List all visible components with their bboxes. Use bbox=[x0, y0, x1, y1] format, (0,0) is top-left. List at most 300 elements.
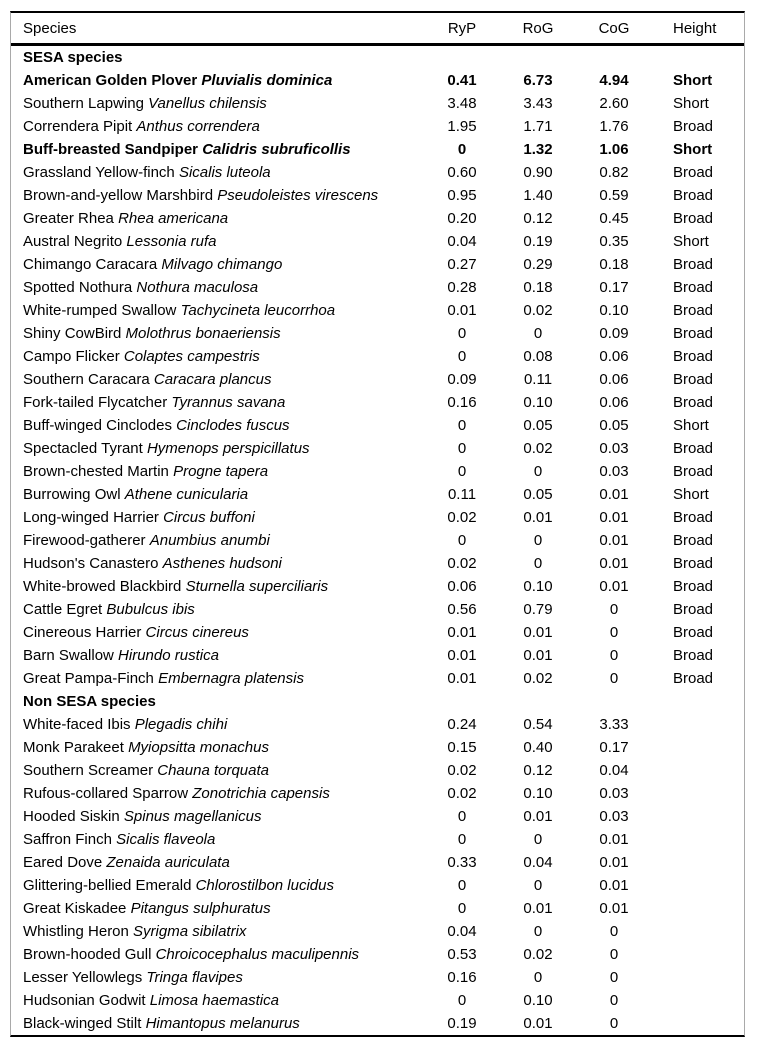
table-row bbox=[11, 874, 744, 897]
cog-cell: 0.17 bbox=[599, 279, 629, 296]
scientific-name: Cinclodes fuscus bbox=[176, 417, 290, 434]
species-cell bbox=[11, 969, 424, 986]
common-name: Black-winged Stilt bbox=[23, 1015, 142, 1032]
ryp-cell: 0.01 bbox=[447, 670, 477, 687]
common-name: American Golden Plover bbox=[23, 72, 198, 89]
scientific-name: Plegadis chihi bbox=[134, 716, 228, 733]
cog-cell: 0 bbox=[609, 969, 619, 986]
cog-cell: 0.01 bbox=[599, 555, 629, 572]
cog-cell: 0.82 bbox=[599, 164, 629, 181]
table-row bbox=[11, 621, 744, 644]
common-name: Hooded Siskin bbox=[23, 808, 120, 825]
rog-cell: 0 bbox=[533, 532, 543, 549]
rog-cell: 6.73 bbox=[523, 72, 553, 89]
height-cell: Broad bbox=[673, 463, 714, 480]
rog-cell: 1.71 bbox=[523, 118, 553, 135]
rog-cell: 0.02 bbox=[523, 946, 553, 963]
common-name: Monk Parakeet bbox=[23, 739, 124, 756]
table-row bbox=[11, 966, 744, 989]
common-name: Chimango Caracara bbox=[23, 256, 158, 273]
height-cell: Short bbox=[673, 417, 709, 434]
cog-cell: 0.01 bbox=[599, 831, 629, 848]
common-name: Barn Swallow bbox=[23, 647, 114, 664]
common-name: Correndera Pipit bbox=[23, 118, 133, 135]
cog-cell: 0.05 bbox=[599, 417, 629, 434]
common-name: Whistling Heron bbox=[23, 923, 129, 940]
common-name: White-browed Blackbird bbox=[23, 578, 182, 595]
scientific-name: Progne tapera bbox=[173, 463, 269, 480]
rog-cell: 0.10 bbox=[523, 578, 553, 595]
cog-cell: 0 bbox=[609, 923, 619, 940]
height-cell: Broad bbox=[673, 624, 714, 641]
scientific-name: Sicalis luteola bbox=[178, 164, 271, 181]
cog-cell: 1.76 bbox=[599, 118, 629, 135]
rog-cell: 0.10 bbox=[523, 992, 553, 1009]
rog-cell: 3.43 bbox=[523, 95, 553, 112]
cog-cell: 0.01 bbox=[599, 509, 629, 526]
species-cell bbox=[11, 1015, 424, 1032]
table-row bbox=[11, 437, 744, 460]
rog-cell: 0.05 bbox=[523, 417, 553, 434]
cog-cell: 0 bbox=[609, 670, 619, 687]
common-name: Fork-tailed Flycatcher bbox=[23, 394, 168, 411]
scientific-name: Sturnella superciliaris bbox=[185, 578, 329, 595]
species-cell bbox=[11, 785, 424, 802]
cog-cell: 0.10 bbox=[599, 302, 629, 319]
scientific-name: Chroicocephalus maculipennis bbox=[155, 946, 360, 963]
table-row bbox=[11, 759, 744, 782]
scientific-name: Zenaida auriculata bbox=[106, 854, 230, 871]
scientific-name: Zonotrichia capensis bbox=[192, 785, 330, 802]
scientific-name: Pseudoleistes virescens bbox=[217, 187, 379, 204]
ryp-cell: 0 bbox=[457, 900, 467, 917]
ryp-cell: 0.02 bbox=[447, 555, 477, 572]
table-row bbox=[11, 989, 744, 1012]
scientific-name: Anthus correndera bbox=[136, 118, 260, 135]
table-body bbox=[11, 46, 744, 1035]
common-name: Campo Flicker bbox=[23, 348, 120, 365]
species-cell bbox=[11, 141, 424, 158]
column-header-cog: CoG bbox=[598, 19, 630, 37]
table-row bbox=[11, 943, 744, 966]
common-name: White-faced Ibis bbox=[23, 716, 131, 733]
table-row bbox=[11, 414, 744, 437]
species-cell bbox=[11, 532, 424, 549]
table-row bbox=[11, 828, 744, 851]
ryp-cell: 0.09 bbox=[447, 371, 477, 388]
common-name: Cinereous Harrier bbox=[23, 624, 142, 641]
ryp-cell: 0.04 bbox=[447, 923, 477, 940]
section-header: Non SESA species bbox=[23, 693, 156, 710]
species-table bbox=[10, 11, 745, 1037]
rog-cell: 1.40 bbox=[523, 187, 553, 204]
ryp-cell: 3.48 bbox=[447, 95, 477, 112]
column-header-rog: RoG bbox=[522, 19, 554, 37]
table-row bbox=[11, 322, 744, 345]
cog-cell: 0 bbox=[609, 992, 619, 1009]
common-name: Spectacled Tyrant bbox=[23, 440, 143, 457]
ryp-cell: 0.27 bbox=[447, 256, 477, 273]
scientific-name: Circus cinereus bbox=[145, 624, 249, 641]
table-row bbox=[11, 736, 744, 759]
rog-cell: 0.01 bbox=[523, 647, 553, 664]
ryp-cell: 0 bbox=[457, 877, 467, 894]
cog-cell: 0 bbox=[609, 1015, 619, 1032]
cog-cell: 0.01 bbox=[599, 532, 629, 549]
species-cell bbox=[11, 555, 424, 572]
scientific-name: Syrigma sibilatrix bbox=[133, 923, 247, 940]
rog-cell: 0 bbox=[533, 555, 543, 572]
rog-cell: 0.40 bbox=[523, 739, 553, 756]
rog-cell: 0.05 bbox=[523, 486, 553, 503]
species-cell bbox=[11, 946, 424, 963]
cog-cell: 0.18 bbox=[599, 256, 629, 273]
ryp-cell: 0.24 bbox=[447, 716, 477, 733]
rog-cell: 0.01 bbox=[523, 808, 553, 825]
table-row bbox=[11, 575, 744, 598]
ryp-cell: 0.02 bbox=[447, 509, 477, 526]
table-row bbox=[11, 368, 744, 391]
table-row bbox=[11, 92, 744, 115]
rog-cell: 0.11 bbox=[523, 371, 553, 388]
ryp-cell: 0.06 bbox=[447, 578, 477, 595]
height-cell: Broad bbox=[673, 210, 714, 227]
common-name: Cattle Egret bbox=[23, 601, 103, 618]
species-cell bbox=[11, 394, 424, 411]
height-cell: Broad bbox=[673, 532, 714, 549]
ryp-cell: 0 bbox=[457, 325, 467, 342]
cog-cell: 0.59 bbox=[599, 187, 629, 204]
ryp-cell: 0.01 bbox=[447, 624, 477, 641]
table-row bbox=[11, 230, 744, 253]
scientific-name: Calidris subruficollis bbox=[202, 141, 351, 158]
cog-cell: 0.06 bbox=[599, 348, 629, 365]
species-cell bbox=[11, 371, 424, 388]
ryp-cell: 0 bbox=[457, 440, 467, 457]
cog-cell: 0.01 bbox=[599, 900, 629, 917]
species-cell bbox=[11, 440, 424, 457]
cog-cell: 0.03 bbox=[599, 463, 629, 480]
height-cell: Broad bbox=[673, 118, 714, 135]
common-name: Buff-breasted Sandpiper bbox=[23, 141, 199, 158]
scientific-name: Tyrannus savana bbox=[171, 394, 286, 411]
table-row bbox=[11, 483, 744, 506]
cog-cell: 0.01 bbox=[599, 578, 629, 595]
common-name: Lesser Yellowlegs bbox=[23, 969, 143, 986]
table-row bbox=[11, 345, 744, 368]
ryp-cell: 0.15 bbox=[447, 739, 477, 756]
height-cell: Short bbox=[673, 95, 709, 112]
table-row bbox=[11, 69, 744, 92]
height-cell: Broad bbox=[673, 670, 714, 687]
ryp-cell: 0.02 bbox=[447, 785, 477, 802]
ryp-cell: 0 bbox=[457, 463, 467, 480]
ryp-cell: 0.01 bbox=[447, 647, 477, 664]
scientific-name: Spinus magellanicus bbox=[123, 808, 262, 825]
cog-cell: 3.33 bbox=[599, 716, 629, 733]
cog-cell: 0.45 bbox=[599, 210, 629, 227]
table-row bbox=[11, 184, 744, 207]
cog-cell: 0 bbox=[609, 601, 619, 618]
ryp-cell: 0 bbox=[457, 417, 467, 434]
ryp-cell: 0.28 bbox=[447, 279, 477, 296]
species-cell bbox=[11, 463, 424, 480]
table-row bbox=[11, 920, 744, 943]
table-row bbox=[11, 115, 744, 138]
scientific-name: Pitangus sulphuratus bbox=[130, 900, 271, 917]
ryp-cell: 0.16 bbox=[447, 394, 477, 411]
species-cell bbox=[11, 578, 424, 595]
common-name: Burrowing Owl bbox=[23, 486, 121, 503]
rog-cell: 0.54 bbox=[523, 716, 553, 733]
rog-cell: 0.10 bbox=[523, 785, 553, 802]
column-header-ryp: RyP bbox=[447, 19, 477, 37]
scientific-name: Anumbius anumbi bbox=[149, 532, 270, 549]
rog-cell: 0.29 bbox=[523, 256, 553, 273]
ryp-cell: 0.01 bbox=[447, 302, 477, 319]
rog-cell: 0.08 bbox=[523, 348, 553, 365]
scientific-name: Sicalis flaveola bbox=[116, 831, 216, 848]
common-name: Great Kiskadee bbox=[23, 900, 127, 917]
common-name: Glittering-bellied Emerald bbox=[23, 877, 192, 894]
rog-cell: 0 bbox=[533, 969, 543, 986]
species-cell bbox=[11, 509, 424, 526]
table-header-row bbox=[11, 13, 744, 46]
common-name: Greater Rhea bbox=[23, 210, 114, 227]
rog-cell: 0.19 bbox=[523, 233, 553, 250]
height-cell: Broad bbox=[673, 279, 714, 296]
scientific-name: Lessonia rufa bbox=[126, 233, 217, 250]
ryp-cell: 1.95 bbox=[447, 118, 477, 135]
species-cell bbox=[11, 808, 424, 825]
ryp-cell: 0.53 bbox=[447, 946, 477, 963]
common-name: Shiny CowBird bbox=[23, 325, 122, 342]
scientific-name: Athene cunicularia bbox=[124, 486, 249, 503]
species-cell bbox=[11, 716, 424, 733]
table-row bbox=[11, 253, 744, 276]
table-row bbox=[11, 598, 744, 621]
cog-cell: 0.06 bbox=[599, 394, 629, 411]
rog-cell: 0.79 bbox=[523, 601, 553, 618]
common-name: Southern Screamer bbox=[23, 762, 154, 779]
table-row bbox=[11, 391, 744, 414]
species-cell bbox=[11, 279, 424, 296]
ryp-cell: 0.11 bbox=[447, 486, 477, 503]
section-header: SESA species bbox=[23, 49, 123, 66]
scientific-name: Bubulcus ibis bbox=[106, 601, 195, 618]
column-header-height: Height bbox=[673, 19, 717, 37]
cog-cell: 0.03 bbox=[599, 785, 629, 802]
table-row bbox=[11, 644, 744, 667]
table-row bbox=[11, 552, 744, 575]
species-cell bbox=[11, 164, 424, 181]
species-cell bbox=[11, 256, 424, 273]
scientific-name: Circus buffoni bbox=[163, 509, 255, 526]
table-row bbox=[11, 529, 744, 552]
scientific-name: Embernagra platensis bbox=[158, 670, 304, 687]
cog-cell: 2.60 bbox=[599, 95, 629, 112]
height-cell: Broad bbox=[673, 325, 714, 342]
common-name: Rufous-collared Sparrow bbox=[23, 785, 189, 802]
species-cell bbox=[11, 210, 424, 227]
species-cell bbox=[11, 601, 424, 618]
species-cell bbox=[11, 233, 424, 250]
common-name: Austral Negrito bbox=[23, 233, 123, 250]
rog-cell: 0 bbox=[533, 325, 543, 342]
rog-cell: 0.12 bbox=[523, 762, 553, 779]
common-name: Brown-hooded Gull bbox=[23, 946, 152, 963]
scientific-name: Nothura maculosa bbox=[136, 279, 259, 296]
scientific-name: Vanellus chilensis bbox=[148, 95, 267, 112]
column-header-species: Species bbox=[23, 19, 77, 37]
rog-cell: 0.90 bbox=[523, 164, 553, 181]
cog-cell: 4.94 bbox=[599, 72, 629, 89]
ryp-cell: 0 bbox=[457, 141, 467, 158]
common-name: Southern Caracara bbox=[23, 371, 150, 388]
common-name: Firewood-gatherer bbox=[23, 532, 146, 549]
rog-cell: 0.01 bbox=[523, 900, 553, 917]
species-cell bbox=[11, 831, 424, 848]
species-cell bbox=[11, 95, 424, 112]
scientific-name: Molothrus bonaeriensis bbox=[125, 325, 281, 342]
ryp-cell: 0.04 bbox=[447, 233, 477, 250]
height-cell: Broad bbox=[673, 647, 714, 664]
common-name: Grassland Yellow-finch bbox=[23, 164, 175, 181]
height-cell: Broad bbox=[673, 578, 714, 595]
height-cell: Broad bbox=[673, 371, 714, 388]
cog-cell: 1.06 bbox=[599, 141, 629, 158]
species-cell bbox=[11, 762, 424, 779]
species-cell bbox=[11, 72, 424, 89]
species-cell bbox=[11, 187, 424, 204]
ryp-cell: 0.02 bbox=[447, 762, 477, 779]
table-row bbox=[11, 207, 744, 230]
height-cell: Short bbox=[673, 233, 709, 250]
ryp-cell: 0.95 bbox=[447, 187, 477, 204]
height-cell: Broad bbox=[673, 509, 714, 526]
table-row bbox=[11, 1012, 744, 1035]
ryp-cell: 0.16 bbox=[447, 969, 477, 986]
species-cell bbox=[11, 302, 424, 319]
rog-cell: 0 bbox=[533, 923, 543, 940]
rog-cell: 0.02 bbox=[523, 440, 553, 457]
cog-cell: 0.04 bbox=[599, 762, 629, 779]
cog-cell: 0.01 bbox=[599, 877, 629, 894]
height-cell: Short bbox=[673, 486, 709, 503]
scientific-name: Tringa flavipes bbox=[146, 969, 243, 986]
height-cell: Broad bbox=[673, 302, 714, 319]
table-row bbox=[11, 460, 744, 483]
cog-cell: 0 bbox=[609, 647, 619, 664]
rog-cell: 0 bbox=[533, 877, 543, 894]
table-row bbox=[11, 782, 744, 805]
scientific-name: Myiopsitta monachus bbox=[128, 739, 269, 756]
height-cell: Broad bbox=[673, 164, 714, 181]
common-name: Brown-and-yellow Marshbird bbox=[23, 187, 214, 204]
common-name: Hudson's Canastero bbox=[23, 555, 159, 572]
common-name: Buff-winged Cinclodes bbox=[23, 417, 172, 434]
height-cell: Broad bbox=[673, 394, 714, 411]
common-name: Long-winged Harrier bbox=[23, 509, 159, 526]
height-cell: Broad bbox=[673, 601, 714, 618]
species-cell bbox=[11, 417, 424, 434]
rog-cell: 0.02 bbox=[523, 670, 553, 687]
species-cell bbox=[11, 118, 424, 135]
scientific-name: Chlorostilbon lucidus bbox=[195, 877, 334, 894]
common-name: Southern Lapwing bbox=[23, 95, 144, 112]
table-row bbox=[11, 805, 744, 828]
table-row bbox=[11, 897, 744, 920]
ryp-cell: 0 bbox=[457, 831, 467, 848]
rog-cell: 0.01 bbox=[523, 509, 553, 526]
rog-cell: 0.18 bbox=[523, 279, 553, 296]
table-row bbox=[11, 299, 744, 322]
table-row bbox=[11, 667, 744, 690]
rog-cell: 0.10 bbox=[523, 394, 553, 411]
species-cell bbox=[11, 624, 424, 641]
ryp-cell: 0.56 bbox=[447, 601, 477, 618]
common-name: Eared Dove bbox=[23, 854, 103, 871]
scientific-name: Tachycineta leucorrhoa bbox=[180, 302, 336, 319]
rog-cell: 0.04 bbox=[523, 854, 553, 871]
common-name: Spotted Nothura bbox=[23, 279, 133, 296]
ryp-cell: 0 bbox=[457, 808, 467, 825]
table-row bbox=[11, 138, 744, 161]
cog-cell: 0.17 bbox=[599, 739, 629, 756]
species-cell bbox=[11, 348, 424, 365]
common-name: Great Pampa-Finch bbox=[23, 670, 154, 687]
scientific-name: Chauna torquata bbox=[157, 762, 270, 779]
rog-cell: 0.12 bbox=[523, 210, 553, 227]
species-cell bbox=[11, 923, 424, 940]
rog-cell: 0.02 bbox=[523, 302, 553, 319]
ryp-cell: 0.41 bbox=[447, 72, 477, 89]
scientific-name: Hymenops perspicillatus bbox=[146, 440, 310, 457]
cog-cell: 0.01 bbox=[599, 486, 629, 503]
height-cell: Broad bbox=[673, 348, 714, 365]
cog-cell: 0.01 bbox=[599, 854, 629, 871]
rog-cell: 0.01 bbox=[523, 624, 553, 641]
table-row bbox=[11, 851, 744, 874]
species-cell bbox=[11, 670, 424, 687]
rog-cell: 0.01 bbox=[523, 1015, 553, 1032]
scientific-name: Hirundo rustica bbox=[118, 647, 219, 664]
species-cell bbox=[11, 877, 424, 894]
ryp-cell: 0.20 bbox=[447, 210, 477, 227]
species-cell bbox=[11, 647, 424, 664]
species-cell bbox=[11, 992, 424, 1009]
species-cell bbox=[11, 854, 424, 871]
species-cell bbox=[11, 739, 424, 756]
scientific-name: Pluvialis dominica bbox=[201, 72, 333, 89]
height-cell: Broad bbox=[673, 440, 714, 457]
scientific-name: Colaptes campestris bbox=[123, 348, 260, 365]
ryp-cell: 0 bbox=[457, 532, 467, 549]
scientific-name: Limosa haemastica bbox=[149, 992, 279, 1009]
species-cell bbox=[11, 486, 424, 503]
scientific-name: Milvago chimango bbox=[161, 256, 283, 273]
rog-cell: 0 bbox=[533, 463, 543, 480]
ryp-cell: 0 bbox=[457, 348, 467, 365]
species-cell bbox=[11, 900, 424, 917]
scientific-name: Himantopus melanurus bbox=[145, 1015, 300, 1032]
cog-cell: 0 bbox=[609, 624, 619, 641]
scientific-name: Rhea americana bbox=[118, 210, 229, 227]
cog-cell: 0.03 bbox=[599, 808, 629, 825]
height-cell: Broad bbox=[673, 555, 714, 572]
height-cell: Short bbox=[673, 141, 713, 158]
common-name: White-rumped Swallow bbox=[23, 302, 177, 319]
